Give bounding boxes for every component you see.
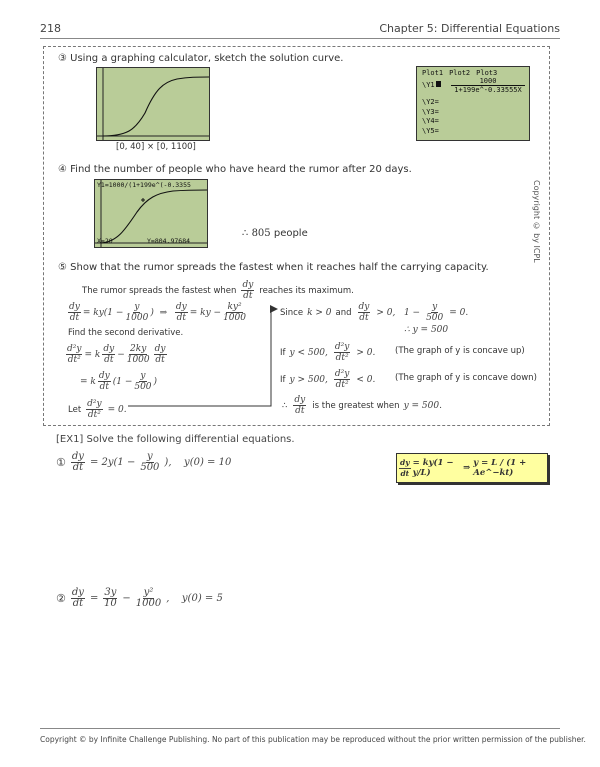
ex1-title: [EX1] Solve the following differential equations. bbox=[56, 434, 295, 445]
y1-expression bbox=[451, 77, 525, 95]
logistic-lhs: = ky(1 − y/L) bbox=[412, 458, 454, 478]
y1-label: \Y1 bbox=[422, 81, 441, 89]
initial-condition: y(0) = 10 bbox=[184, 457, 232, 468]
second-derivative-factored: = k $\frac{dy}{dt}$ (1 − $\frac{y}{500}$ ) bbox=[80, 371, 158, 392]
trace-screen bbox=[94, 179, 208, 248]
solution-curve-graph bbox=[97, 68, 209, 140]
part3-label: ③ Using a graphing calculator, sketch the solution curve. bbox=[58, 53, 344, 64]
plot-tab: Plot1 bbox=[422, 69, 444, 77]
y-entry: \Y2= bbox=[422, 98, 439, 106]
trace-equation: Y1=1000/(1+199e^(-0.3355 bbox=[97, 181, 191, 189]
trace-y: Y=804.97684 bbox=[147, 237, 191, 245]
plot-tabs bbox=[422, 69, 497, 77]
part5-intro bbox=[82, 280, 354, 301]
page-number: 218 bbox=[40, 22, 61, 35]
and-word: and bbox=[335, 307, 352, 318]
y-entry: \Y4= bbox=[422, 117, 439, 125]
logistic-equation: $\frac{dy}{dt}$ = ky(1 − $\frac{y}{1000}$ ) ⇒ $\frac{dy}{dt}$ = ky − $\frac{\text{ky²}}{1000}$ bbox=[69, 302, 246, 323]
footer-copyright: Copyright © by Infinite Challenge Publishing. No part of this publication may be reproduced without the prior written permission of the publisher. bbox=[40, 735, 586, 744]
since-statement: Since k > 0 and $\frac{dy}{dt}$ > 0, 1 − $\frac{y}{500}$ = 0. bbox=[280, 302, 469, 323]
intro-text-end: reaches its maximum. bbox=[259, 285, 354, 296]
footer-rule bbox=[40, 728, 560, 729]
window-range: [0, 40] × [0, 1100] bbox=[116, 142, 196, 152]
problem-number: ② bbox=[56, 592, 66, 605]
side-copyright: Copyright © by ICPL bbox=[532, 180, 541, 263]
let-statement: Let $\frac{\text{d²y}}{\text{dt²}}$ = 0. bbox=[68, 399, 127, 420]
concave-up-case: If y < 500, $\frac{\text{d²y}}{\text{dt²}}$ > 0. bbox=[280, 342, 376, 363]
since-result: ∴ y = 500 bbox=[404, 325, 449, 335]
solution-curve-screen bbox=[96, 67, 210, 141]
concave-down-note: (The graph of y is concave down) bbox=[395, 373, 537, 383]
part5-label: ⑤ Show that the rumor spreads the fastest when it reaches half the carrying capacity. bbox=[58, 262, 489, 273]
logistic-rhs: y = L / (1 + Ae^−kt) bbox=[473, 458, 527, 478]
let-word: Let bbox=[68, 404, 82, 415]
trace-x: X=20 bbox=[97, 237, 113, 245]
part4-label: ④ Find the number of people who have heard the rumor after 20 days. bbox=[58, 164, 412, 175]
problem-number: ① bbox=[56, 456, 66, 469]
plot-tab: Plot2 bbox=[449, 69, 471, 77]
ex1-problem-2: ② $\frac{dy}{dt}$ = $\frac{3y}{10}$ − $\frac{\text{y²}}{1000}$ , y(0) = 5 bbox=[56, 587, 223, 609]
y-list bbox=[422, 98, 439, 136]
concave-down-case: If y > 500, $\frac{\text{d²y}}{\text{dt²}}$ < 0. bbox=[280, 369, 376, 390]
initial-condition: y(0) = 5 bbox=[181, 593, 223, 604]
y-editor-screen bbox=[416, 66, 530, 141]
concave-up-note: (The graph of y is concave up) bbox=[395, 346, 525, 356]
second-derivative-label: Find the second derivative. bbox=[68, 328, 184, 338]
intro-text: The rumor spreads the fastest when bbox=[82, 285, 237, 296]
y1-denominator: 1+199e^-0.33555X bbox=[454, 86, 522, 94]
answer-value: 805 bbox=[251, 228, 271, 239]
answer-unit: people bbox=[273, 228, 308, 239]
y-entry: \Y3= bbox=[422, 107, 439, 116]
therefore-symbol: ∴ bbox=[242, 228, 249, 239]
logistic-formula-box: $\frac{dy}{dt}$ = ky(1 − y/L) ⇒ y = L / (1 + Ae^−kt) bbox=[396, 453, 548, 483]
since-word: Since bbox=[280, 307, 304, 318]
y-entry: \Y5= bbox=[422, 126, 439, 135]
part4-answer bbox=[242, 228, 308, 239]
flow-arrow bbox=[128, 300, 278, 410]
plot-tab: Plot3 bbox=[476, 69, 498, 77]
dy-dt-fraction: $\frac{dy}{dt}$ bbox=[242, 280, 254, 301]
y1-numerator: 1000 bbox=[451, 77, 525, 86]
header-rule bbox=[40, 38, 560, 39]
part5-conclusion: ∴ $\frac{dy}{dt}$ is the greatest when y = 500. bbox=[282, 395, 442, 416]
second-derivative-eq: $\frac{\text{d²y}}{\text{dt²}}$ = k $\frac{dy}{dt}$ − $\frac{2ky}{1000}$ $\frac{dy}{dt}$ bbox=[67, 344, 166, 365]
ex1-problem-1: ① $\frac{dy}{dt}$ = 2y(1 − $\frac{y}{500}$ ), y(0) = 10 bbox=[56, 451, 232, 473]
chapter-title: Chapter 5: Differential Equations bbox=[379, 22, 560, 35]
